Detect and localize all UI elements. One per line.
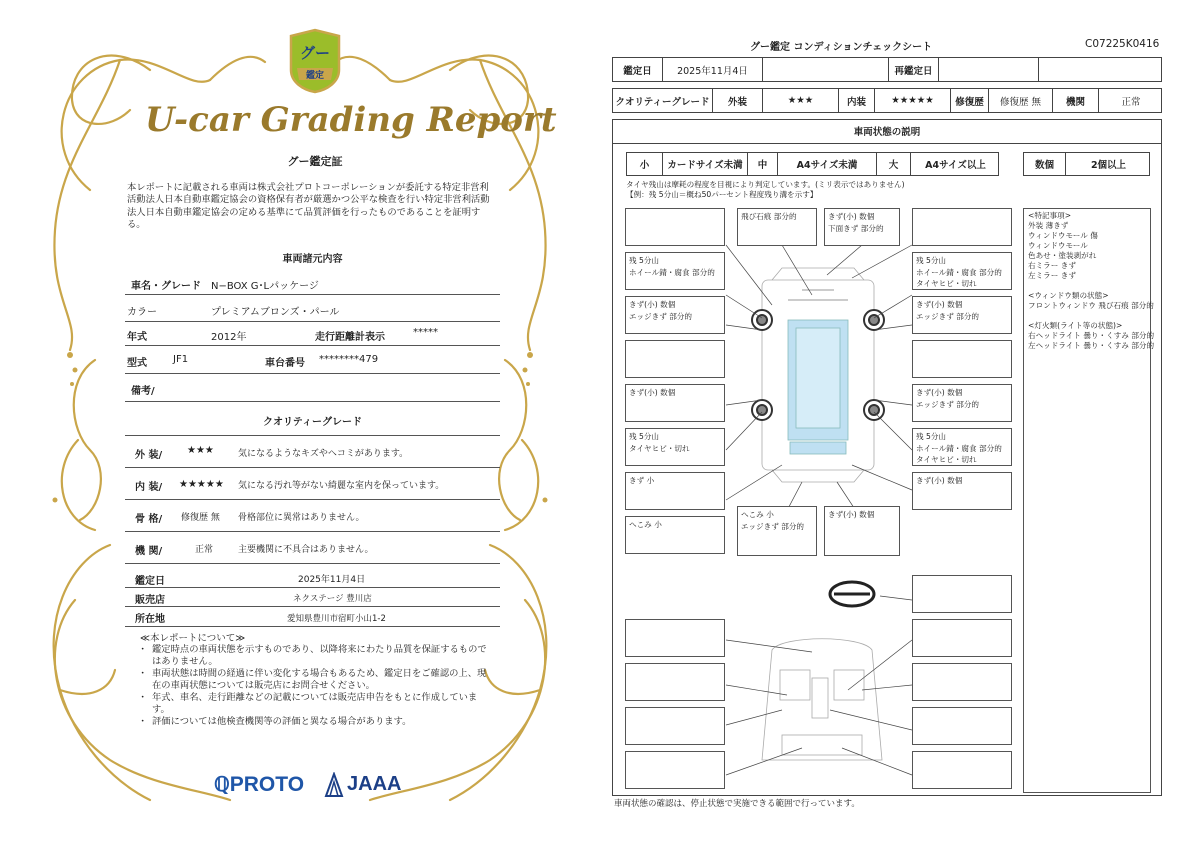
tire-note-line: 【例：残 5分山＝概ね50パーセント程度残り溝を示す】 xyxy=(626,190,818,199)
shop-label: 販売店 xyxy=(135,595,165,606)
lights-item: 右ヘッドライト 曇り・くすみ 部分的 xyxy=(1028,331,1155,340)
repair-label: 修復歴 xyxy=(951,89,989,112)
damage-box xyxy=(625,208,725,246)
tire-note xyxy=(626,180,905,200)
damage-box-right-rear-tire: 残 5分山 ホイール錆・腐食 部分的 タイヤヒビ・切れ xyxy=(912,428,1012,466)
damage-box-right-mid: きず(小) 数個 エッジきず 部分的 xyxy=(912,384,1012,422)
redate-value xyxy=(939,58,1039,81)
size-mid-desc: A4サイズ未満 xyxy=(778,153,877,175)
engine-label: 機 関/ xyxy=(135,546,163,557)
jaaa-mark-icon xyxy=(324,772,344,798)
interior-text: 気になる汚れ等がない綺麗な室内を保っています。 xyxy=(238,481,445,491)
grade-row xyxy=(612,88,1162,113)
quality-row-interior xyxy=(125,468,500,500)
int-label: 内装 xyxy=(839,89,875,112)
count-legend xyxy=(1023,152,1150,176)
mileage-label: 走行距離計表示 xyxy=(315,332,385,343)
damage-box-right-front-tire: 残 5分山 ホイール錆・腐食 部分的 タイヤヒビ・切れ xyxy=(912,252,1012,290)
note-item: ・ 評価については他検査機関等の評価と異なる場合があります。 xyxy=(142,716,492,728)
proto-mark-icon: ℚ xyxy=(214,774,230,796)
spec-row-remarks xyxy=(125,374,500,402)
remarks-label: 備考/ xyxy=(131,386,155,397)
lights-title: <灯火類(ライト等の状態)> xyxy=(1028,321,1123,330)
note-item: ・ 車両状態は時間の経過に伴い変化する場合もあるため、鑑定日をご確認の上、現在の車両状態については販売店にお問合せください。 xyxy=(142,668,492,692)
frame-value: 修復歴 無 xyxy=(181,513,220,523)
row-shop xyxy=(125,588,500,607)
quality-title: クオリティーグレード xyxy=(263,417,362,428)
engine-value: 正常 xyxy=(195,545,214,555)
spec-row-year xyxy=(125,322,500,346)
date-label: 鑑定日 xyxy=(613,58,663,81)
quality-row-engine xyxy=(125,532,500,564)
feature-item: ウィンドウモール 傷 xyxy=(1028,231,1098,240)
feature-item: 色あせ・塗装剥がれ xyxy=(1028,251,1097,260)
interior-box xyxy=(912,619,1012,657)
engine-text: 主要機関に不具合はありません。 xyxy=(238,545,374,555)
model-label: 型式 xyxy=(127,358,147,369)
engine-label: 機関 xyxy=(1053,89,1099,112)
condition-title: 車両状態の説明 xyxy=(612,119,1162,144)
feature-item: ウィンドウモール xyxy=(1028,241,1088,250)
interior-label: 内 装/ xyxy=(135,482,163,493)
sheet-id: C07225K0416 xyxy=(1085,38,1160,50)
interior-box xyxy=(912,663,1012,701)
frame-label: 骨 格/ xyxy=(135,514,163,525)
spec-row-name xyxy=(125,270,500,295)
certificate-heading: グー鑑定証 xyxy=(287,155,343,168)
quality-row-frame xyxy=(125,500,500,532)
tire-note-line: タイヤ残山は摩耗の程度を目視により判定しています。(ミリ表示ではありません) xyxy=(626,180,905,189)
damage-box-left-rear: きず 小 xyxy=(625,472,725,510)
shop-value: ネクステージ 豊川店 xyxy=(293,594,372,604)
quality-row-exterior xyxy=(125,436,500,468)
jaaa-logo: JAAA xyxy=(347,773,402,795)
spec-row-model xyxy=(125,346,500,374)
special-notes xyxy=(1023,208,1155,793)
interior-box xyxy=(912,751,1012,789)
proto-logo: ℚPROTO xyxy=(214,773,305,796)
address-label: 所在地 xyxy=(135,614,165,625)
mileage-value: ***** xyxy=(413,327,438,338)
ext-stars: ★★★ xyxy=(763,89,839,112)
name-label: 車名・グレード xyxy=(131,281,201,292)
features-title: <特記事項> xyxy=(1028,211,1072,220)
year-label: 年式 xyxy=(127,332,147,343)
color-value: プレミアムブロンズ・パール xyxy=(211,307,340,318)
notes-title: ≪本レポートについて≫ xyxy=(140,633,246,644)
feature-item: 外装 薄きず xyxy=(1028,221,1069,230)
feature-item: 右ミラー きず xyxy=(1028,261,1076,270)
window-item: フロントウィンドウ 飛び石痕 部分的 xyxy=(1028,301,1154,310)
interior-box xyxy=(625,619,725,657)
note-item: ・ 年式、車名、走行距離などの記載については販売店申告をもとに作成しています。 xyxy=(142,692,492,716)
goo-kantei-badge xyxy=(287,28,343,94)
damage-box-front-windshield: 飛び石痕 部分的 xyxy=(737,208,817,246)
color-label: カラー xyxy=(127,307,157,318)
date-value: 2025年11月4日 xyxy=(663,58,763,81)
size-large-desc: A4サイズ以上 xyxy=(925,160,986,171)
interior-box xyxy=(912,575,1012,613)
repair-value: 修復歴 無 xyxy=(989,89,1053,112)
interior-box xyxy=(912,707,1012,745)
report-title: U-car Grading Report xyxy=(145,100,557,140)
window-title: <ウィンドウ類の状態> xyxy=(1028,291,1109,300)
date-row xyxy=(612,57,1162,82)
grade-label: クオリティーグレード xyxy=(613,89,713,112)
redate-label: 再鑑定日 xyxy=(889,58,939,81)
damage-box-left-front: きず(小) 数個 エッジきず 部分的 xyxy=(625,296,725,334)
exterior-stars: ★★★ xyxy=(187,445,214,456)
row-date xyxy=(125,568,500,588)
exterior-text: 気になるようなキズやヘコミがあります。 xyxy=(238,449,409,459)
svg-text:鑑定: 鑑定 xyxy=(305,71,325,81)
chassis-label: 車台番号 xyxy=(265,358,305,369)
interior-box xyxy=(625,707,725,745)
size-large: 大 xyxy=(877,153,911,175)
date-value: 2025年11月4日 xyxy=(298,575,366,585)
chassis-value: ********479 xyxy=(319,354,379,365)
year-value: 2012年 xyxy=(211,332,247,343)
damage-box xyxy=(625,340,725,378)
address-value: 愛知県豊川市宿町小山1-2 xyxy=(287,614,386,624)
specs-title: 車両諸元内容 xyxy=(282,254,343,265)
size-small: 小 xyxy=(627,153,663,175)
feature-item: 左ミラー きず xyxy=(1028,271,1076,280)
sheet-title: グー鑑定 コンディションチェックシート xyxy=(750,42,933,53)
damage-box-left-front-tire: 残 5分山 ホイール錆・腐食 部分的 xyxy=(625,252,725,290)
damage-box-rear-left: へこみ 小 xyxy=(625,516,725,554)
int-stars: ★★★★★ xyxy=(875,89,951,112)
ext-label: 外装 xyxy=(713,89,763,112)
row-address xyxy=(125,607,500,627)
interior-stars: ★★★★★ xyxy=(179,479,224,490)
date-blank xyxy=(763,58,889,81)
interior-box xyxy=(625,663,725,701)
damage-box-right-rear: きず(小) 数個 xyxy=(912,472,1012,510)
footer-logos xyxy=(214,770,414,800)
exterior-label: 外 装/ xyxy=(135,450,163,461)
count-desc: 2個以上 xyxy=(1090,160,1127,171)
damage-box-left-mid: きず(小) 数個 xyxy=(625,384,725,422)
bottom-note: 車両状態の確認は、停止状態で実施できる範囲で行っています。 xyxy=(614,799,860,809)
size-mid: 中 xyxy=(748,153,778,175)
size-small-desc: カードサイズ未満 xyxy=(663,153,748,175)
certificate-intro: 本レポートに記載される車両は株式会社プロトコーポレーションが委託する特定非営利活動法人日本自動車鑑定協会の資格保有者が厳選かつ公平な検査を行い特定非営利活動法人日本自動車鑑定協会の定める基準にて品質評価を行ったものであることを証明する。 xyxy=(127,182,490,230)
notes-list xyxy=(142,644,492,728)
spec-row-color xyxy=(125,295,500,322)
damage-box xyxy=(912,208,1012,246)
quality-title-row xyxy=(125,402,500,436)
damage-box-left-rear-tire: 残 5分山 タイヤヒビ・切れ xyxy=(625,428,725,466)
size-legend xyxy=(626,152,999,176)
interior-box xyxy=(625,751,725,789)
damage-box-rear-bumper: へこみ 小 エッジきず 部分的 xyxy=(737,506,817,556)
redate-blank xyxy=(1039,58,1163,81)
svg-text:グー: グー xyxy=(299,44,331,62)
date-label: 鑑定日 xyxy=(135,576,165,587)
lights-item: 左ヘッドライト 曇り・くすみ 部分的 xyxy=(1028,341,1155,350)
frame-text: 骨格部位に異常はありません。 xyxy=(238,513,365,523)
damage-box-front-bumper: きず(小) 数個 下面きず 部分的 xyxy=(824,208,900,246)
engine-value: 正常 xyxy=(1121,96,1141,108)
note-item: ・ 鑑定時点の車両状態を示すものであり、以降将来にわたり品質を保証するものではありません。 xyxy=(142,644,492,668)
damage-box-rear-gate: きず(小) 数個 xyxy=(824,506,900,556)
model-value: JF1 xyxy=(173,354,189,365)
name-value: N−BOX G･Lパッケージ xyxy=(211,281,319,292)
count-label: 数個 xyxy=(1024,153,1066,175)
damage-box-right-front: きず(小) 数個 エッジきず 部分的 xyxy=(912,296,1012,334)
damage-box xyxy=(912,340,1012,378)
